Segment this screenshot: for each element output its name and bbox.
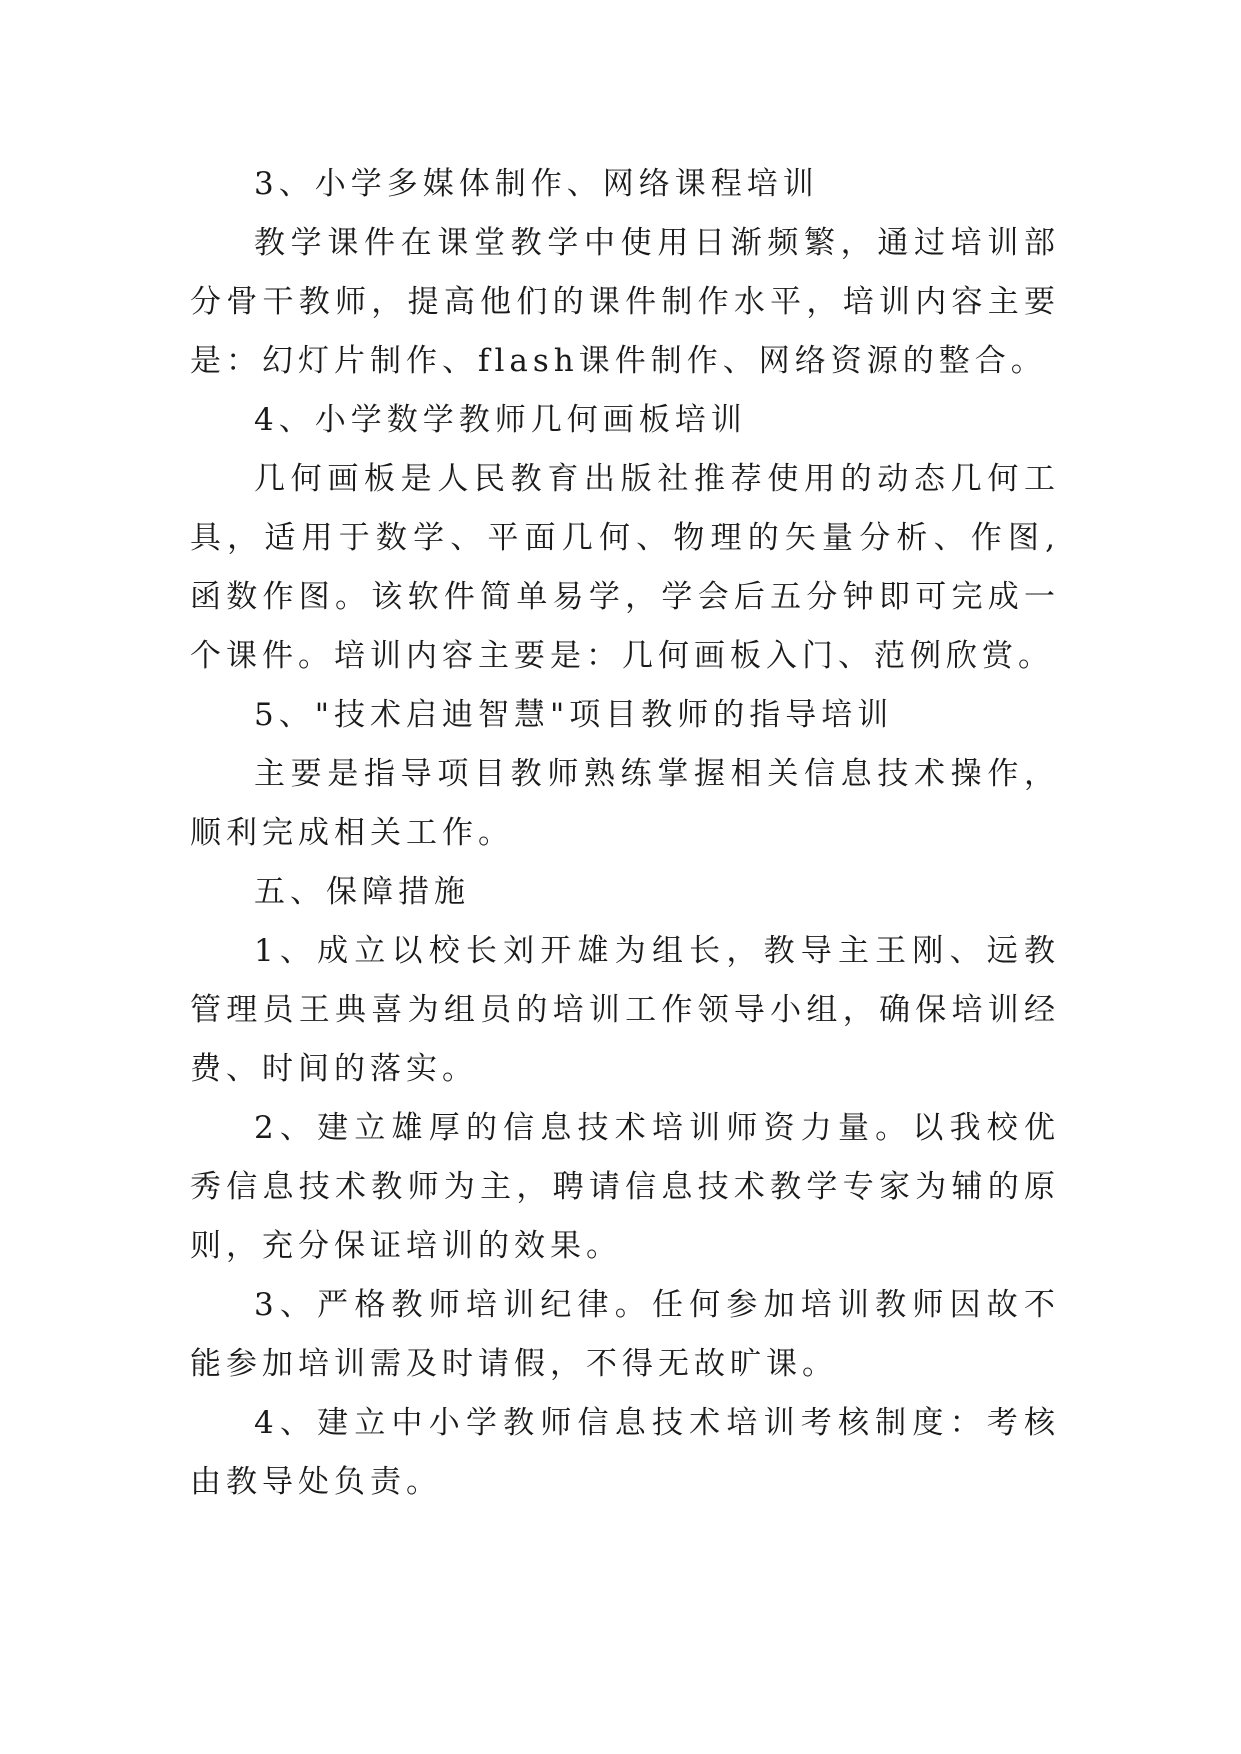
paragraph-measure-4-assessment-system: 4、建立中小学教师信息技术培训考核制度：考核由教导处负责。: [190, 1405, 1060, 1500]
paragraph-measure-2-teaching-staff: 2、建立雄厚的信息技术培训师资力量。以我校优秀信息技术教师为主，聘请信息技术教学专家为辅的原则，充分保证培训的效果。: [190, 1110, 1060, 1264]
section-heading-project-teacher-guidance: 5、"技术启迪智慧"项目教师的指导培训: [254, 697, 894, 733]
paragraph-measure-1-leadership-group: 1、成立以校长刘开雄为组长，教导主王刚、远教管理员王典喜为组员的培训工作领导小组，确保培训经费、时间的落实。: [190, 933, 1060, 1087]
paragraph-measure-3-training-discipline: 3、严格教师培训纪律。任何参加培训教师因故不能参加培训需及时请假，不得无故旷课。: [190, 1287, 1060, 1382]
section-heading-safeguard-measures: 五、保障措施: [254, 874, 470, 910]
paragraph-multimedia-training: 教学课件在课堂教学中使用日渐频繁，通过培训部分骨干教师，提高他们的课件制作水平，培训内容主要是：幻灯片制作、flash课件制作、网络资源的整合。: [190, 225, 1060, 379]
document-body: [190, 155, 1060, 1512]
section-heading-geometry-sketchpad-training: 4、小学数学教师几何画板培训: [254, 402, 747, 438]
paragraph-project-teacher-guidance: 主要是指导项目教师熟练掌握相关信息技术操作，顺利完成相关工作。: [190, 756, 1060, 851]
section-heading-multimedia-training: 3、小学多媒体制作、网络课程培训: [254, 166, 819, 202]
paragraph-geometry-sketchpad-training: 几何画板是人民教育出版社推荐使用的动态几何工具，适用于数学、平面几何、物理的矢量分析、作图,函数作图。该软件简单易学，学会后五分钟即可完成一个课件。培训内容主要是：几何画板入门、范例欣赏。: [190, 461, 1060, 674]
